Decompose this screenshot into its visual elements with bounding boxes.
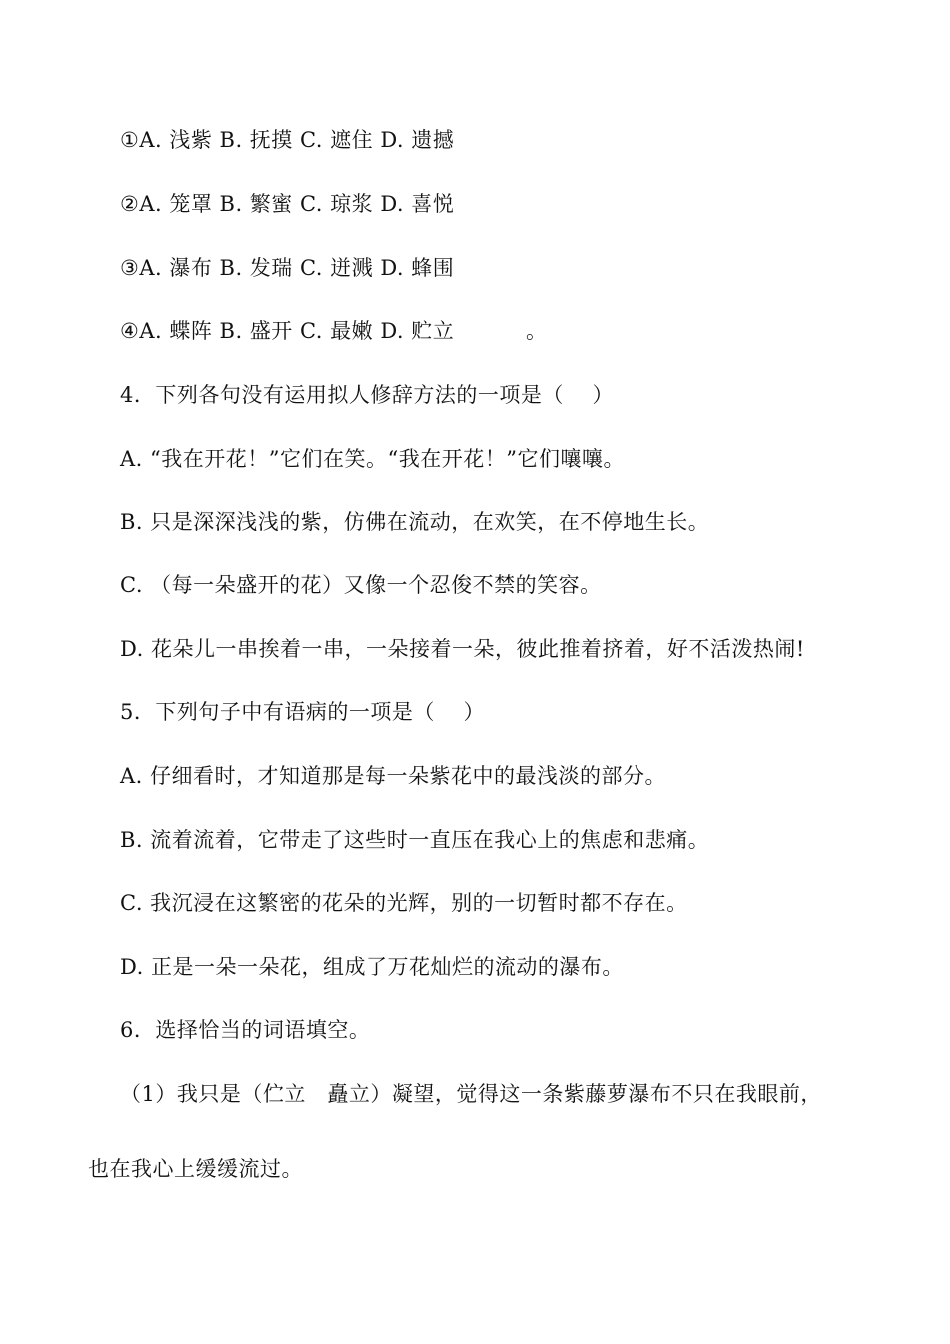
question-5-option-c: C. 我沉浸在这繁密的花朵的光辉，别的一切暂时都不存在。 [120, 891, 688, 915]
question-4-option-d: D. 花朵儿一串挨着一串，一朵接着一朵，彼此推着挤着，好不活泼热闹! [120, 637, 805, 661]
question-4-option-c: C. （每一朵盛开的花）又像一个忍俊不禁的笑容。 [120, 573, 602, 597]
question-5-option-d: D. 正是一朵一朵花，组成了万花灿烂的流动的瀑布。 [120, 955, 624, 979]
question-4-option-a: A. “我在开花！”它们在笑。“我在开花！”它们嚷嚷。 [120, 447, 625, 471]
option-line-4: ④A. 蝶阵 B. 盛开 C. 最嫩 D. 贮立 。 [120, 319, 548, 343]
question-5-option-b: B. 流着流着，它带走了这些时一直压在我心上的焦虑和悲痛。 [120, 828, 710, 852]
option-line-2: ②A. 笼罩 B. 繁蜜 C. 琼浆 D. 喜悦 [120, 192, 455, 216]
option-line-3: ③A. 瀑布 B. 发瑞 C. 迸溅 D. 蜂围 [120, 256, 455, 280]
question-6: 6．选择恰当的词语填空。 [120, 1018, 371, 1042]
question-4-option-b: B. 只是深深浅浅的紫，仿佛在流动，在欢笑，在不停地生长。 [120, 510, 710, 534]
question-4: 4．下列各句没有运用拟人修辞方法的一项是（ ） [120, 383, 615, 407]
option-line-1: ①A. 浅紫 B. 抚摸 C. 遮住 D. 遗撼 [120, 128, 455, 152]
question-6-item-1-continued: 也在我心上缓缓流过。 [88, 1157, 303, 1181]
question-5: 5．下列句子中有语病的一项是（ ） [120, 700, 486, 724]
question-5-option-a: A. 仔细看时，才知道那是每一朵紫花中的最浅淡的部分。 [120, 764, 667, 788]
question-6-item-1: （1）我只是（伫立 矗立）凝望，觉得这一条紫藤萝瀑布不只在我眼前， [120, 1082, 822, 1106]
